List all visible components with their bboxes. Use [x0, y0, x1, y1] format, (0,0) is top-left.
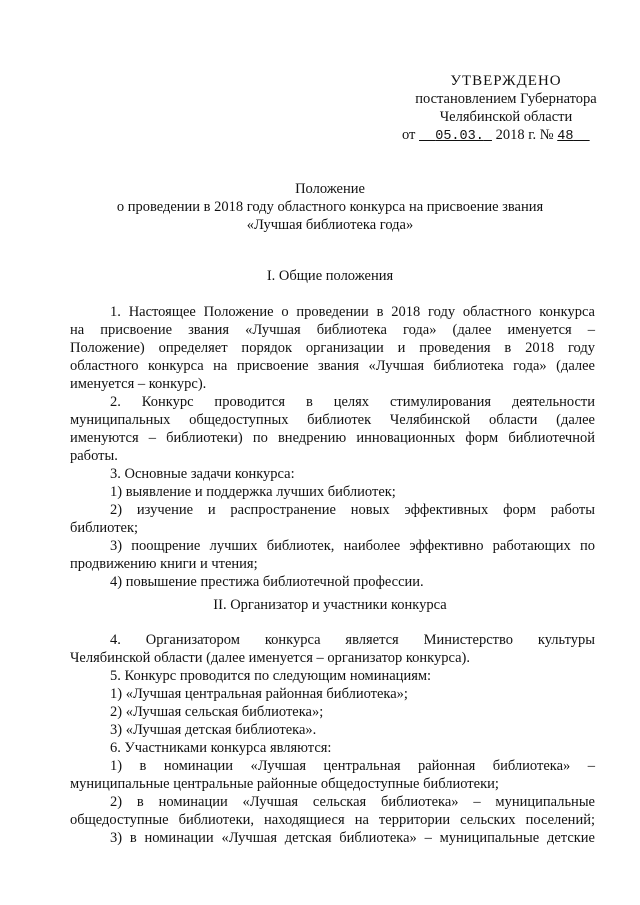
paragraph-line: 3) «Лучшая детская библиотека».: [110, 722, 317, 738]
paragraph-line: 6. Участниками конкурса являются:: [110, 740, 332, 756]
paragraph-line: библиотек;: [70, 520, 139, 536]
paragraph-line: именуется – конкурс).: [70, 376, 207, 392]
paragraph-line: Положение) определяет порядок организации и проведения в 2018 году: [70, 340, 595, 356]
document-title: [60, 180, 600, 234]
paragraph-line: именуются – библиотеки) по внедрению инновационных форм библиотечной: [70, 430, 595, 446]
paragraph-line: Челябинской области (далее именуется – организатор конкурса).: [70, 650, 471, 666]
approval-date-line: [396, 126, 616, 146]
doc-title-line-3: «Лучшая библиотека года»: [246, 217, 414, 233]
paragraph-line: продвижению книги и чтения;: [70, 556, 258, 572]
paragraph-line: 2) изучение и распространение новых эффективных форм работы: [110, 502, 595, 518]
paragraph-line: 2) в номинации «Лучшая сельская библиотека» – муниципальные: [110, 794, 595, 810]
paragraph-line: 3) поощрение лучших библиотек, наиболее эффективно работающих по: [110, 538, 595, 554]
paragraph-line: 2) «Лучшая сельская библиотека»;: [110, 704, 324, 720]
approval-year: 2018 г. №: [495, 127, 554, 143]
paragraph-line: на присвоение звания «Лучшая библиотека года» (далее именуется –: [70, 322, 595, 338]
approval-line-1: постановлением Губернатора: [415, 91, 597, 107]
approval-line-2: Челябинской области: [439, 109, 573, 125]
paragraph-line: муниципальных общедоступных библиотек Челябинской области (далее: [70, 412, 595, 428]
doc-title-line-2: о проведении в 2018 году областного конкурса на присвоение звания: [116, 199, 544, 215]
date-prefix: от: [402, 127, 416, 143]
paragraph-line: 3. Основные задачи конкурса:: [110, 466, 295, 482]
approval-date: 05.03.: [435, 129, 484, 144]
approval-number: 48: [557, 129, 574, 144]
approval-stamp: [396, 72, 616, 146]
paragraph-line: 4. Организатором конкурса является Министерство культуры: [110, 632, 595, 648]
paragraph-line: работы.: [70, 448, 118, 464]
section-1-body: [70, 303, 595, 591]
paragraph-line: 3) в номинации «Лучшая детская библиотека» – муниципальные детские: [110, 830, 595, 846]
approval-title: УТВЕРЖДЕНО: [450, 73, 562, 89]
paragraph-line: 4) повышение престижа библиотечной профессии.: [110, 574, 424, 590]
paragraph-line: 1) выявление и поддержка лучших библиотек;: [110, 484, 396, 500]
paragraph-line: муниципальные центральные районные общедоступные библиотеки;: [70, 776, 499, 792]
paragraph-line: общедоступные библиотеки, находящиеся на территории сельских поселений;: [70, 812, 595, 828]
paragraph-line: областного конкурса на присвоение звания «Лучшая библиотека года» (далее: [70, 358, 595, 374]
paragraph-line: 1. Настоящее Положение о проведении в 2018 году областного конкурса: [110, 304, 595, 320]
paragraph-line: 1) «Лучшая центральная районная библиотека»;: [110, 686, 408, 702]
doc-title-line-1: Положение: [295, 181, 365, 197]
section-2-heading: II. Организатор и участники конкурса: [213, 597, 447, 613]
paragraph-line: 5. Конкурс проводится по следующим номинациям:: [110, 668, 432, 684]
section-2-body: [70, 631, 595, 847]
section-1-heading: I. Общие положения: [266, 268, 394, 284]
paragraph-line: 1) в номинации «Лучшая центральная районная библиотека» –: [110, 758, 595, 774]
paragraph-line: 2. Конкурс проводится в целях стимулирования деятельности: [110, 394, 595, 410]
